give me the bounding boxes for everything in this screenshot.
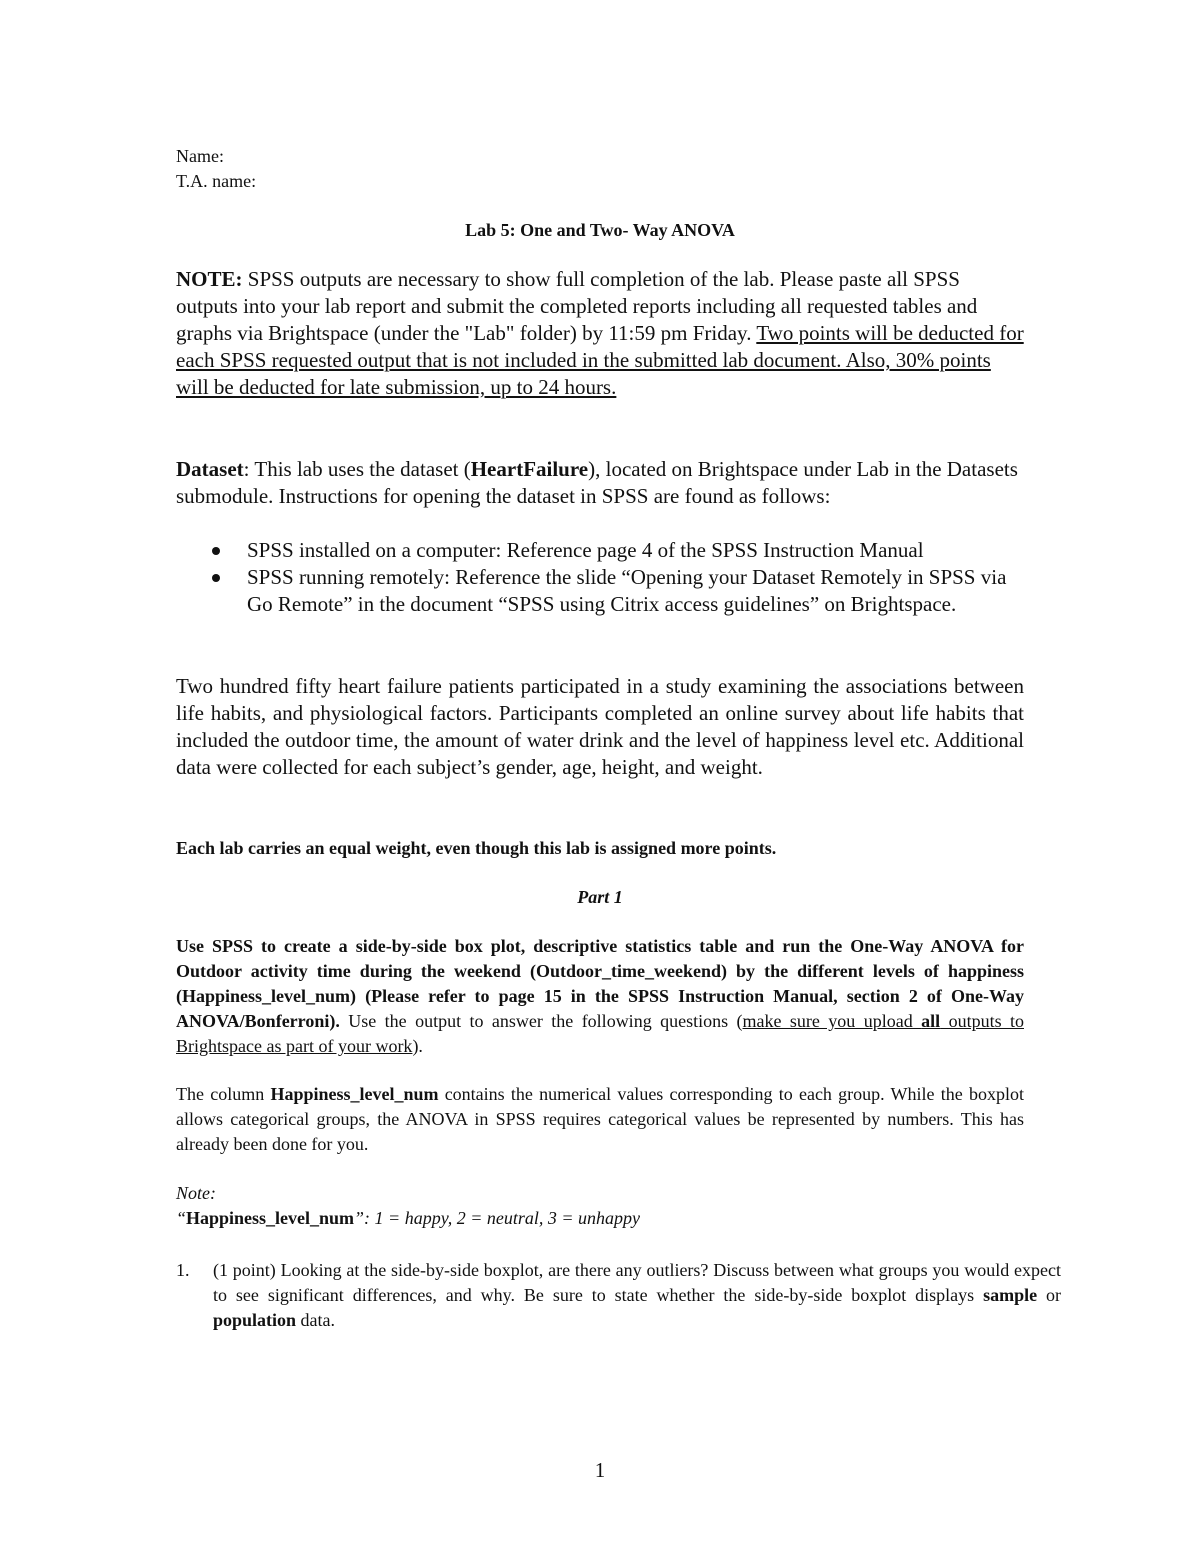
question-text-2: data. (296, 1310, 336, 1330)
intro-paragraph: Two hundred fifty heart failure patients participated in a study examining the associations between life habits, and physiological factors. Participants completed an online survey about life habits that included the outdoor time, the amount of water drink and the level of happiness level etc. Additional data were collected for each subject’s gender, age, height, and weight. (176, 674, 1024, 779)
coding-open-quote: “ (176, 1208, 187, 1228)
weight-note: Each lab carries an equal weight, even though this lab is assigned more points. (176, 838, 777, 858)
coding-variable: Happiness_level_num (186, 1208, 355, 1228)
question-or: or (1037, 1285, 1061, 1305)
page-number: 1 (594, 1458, 606, 1482)
question-sample: sample (983, 1285, 1038, 1305)
bullet-icon (212, 547, 220, 555)
instructions-bold: Use SPSS to create a side-by-side box plot, descriptive statistics table and run the One-Way ANOVA for Outdoor activity time during the weekend (Outdoor_time_weekend) by the different levels of happiness (Happiness_level_num) (Please refer to page 15 in the SPSS Instruction Manual, section 2 of One-Way ANOVA/Bonferroni). (176, 936, 1024, 1031)
dataset-name: HeartFailure (470, 457, 589, 481)
note-deduction-text: Two points will be deducted for each SPSS requested output that is not included in the submitted lab document. Also, 30% points will be deducted for late submission, up to 24 hours. (176, 321, 1024, 399)
dataset-bullet-list (176, 537, 1024, 618)
column-text-2: contains the numerical values corresponding to each group. While the boxplot allows categorical groups, the ANOVA in SPSS requires categorical values be represented by numbers. This has already been done for you. (176, 1084, 1024, 1154)
question-number: 1. (176, 1260, 190, 1280)
part1-heading: Part 1 (577, 887, 623, 907)
name-label: Name: (176, 146, 224, 166)
list-item (176, 537, 1024, 564)
question-population: population (213, 1310, 297, 1330)
bullet-text: SPSS installed on a computer: Reference page 4 of the SPSS Instruction Manual (247, 538, 924, 562)
dataset-label: Dataset (176, 457, 244, 481)
part1-instructions (176, 934, 1024, 1059)
note-label: NOTE: (176, 267, 243, 291)
coding-line (176, 1206, 1024, 1231)
bullet-text: SPSS running remotely: Reference the slide “Opening your Dataset Remotely in SPSS via Go Remote” in the document “SPSS using Citrix access guidelines” on Brightspace. (247, 565, 1007, 616)
question-text-1: (1 point) Looking at the side-by-side boxplot, are there any outliers? Discuss between what groups you would expect to see significant differences, and why. Be sure to state whether the side-by-side boxplot displays (213, 1260, 1061, 1305)
bullet-icon (212, 574, 220, 582)
note-paragraph (176, 266, 1024, 401)
instructions-upload-2: outputs to Brightspace as part of your work (176, 1011, 1024, 1056)
instructions-upload-1: make sure you upload (742, 1011, 922, 1031)
coding-values: ”: 1 = happy, 2 = neutral, 3 = unhappy (354, 1208, 640, 1228)
ta-name-label: T.A. name: (176, 171, 257, 191)
dataset-paragraph (176, 456, 1024, 510)
header-fields (176, 144, 1024, 194)
instructions-end: ). (412, 1036, 423, 1056)
column-text-1: The column (176, 1084, 271, 1104)
question-1 (176, 1258, 1061, 1333)
dataset-text-1: : This lab uses the dataset ( (243, 457, 471, 481)
column-paragraph (176, 1082, 1024, 1157)
instructions-upload-all: all (921, 1011, 941, 1031)
dataset-text-2: ), located on Brightspace under Lab in the Datasets submodule. Instructions for opening the dataset in SPSS are found as follows: (176, 457, 1018, 508)
coding-note (176, 1181, 1024, 1231)
lab-title: Lab 5: One and Two- Way ANOVA (465, 220, 735, 240)
note-text: SPSS outputs are necessary to show full completion of the lab. Please paste all SPSS outputs into your lab report and submit the completed reports including all requested tables and graphs via Brightspace (under the "Lab" folder) by 11:59 pm Friday. (176, 267, 978, 345)
column-name: Happiness_level_num (270, 1084, 439, 1104)
list-item (176, 564, 1024, 618)
instructions-plain: Use the output to answer the following questions ( (339, 1011, 743, 1031)
note-heading: Note: (176, 1183, 216, 1203)
